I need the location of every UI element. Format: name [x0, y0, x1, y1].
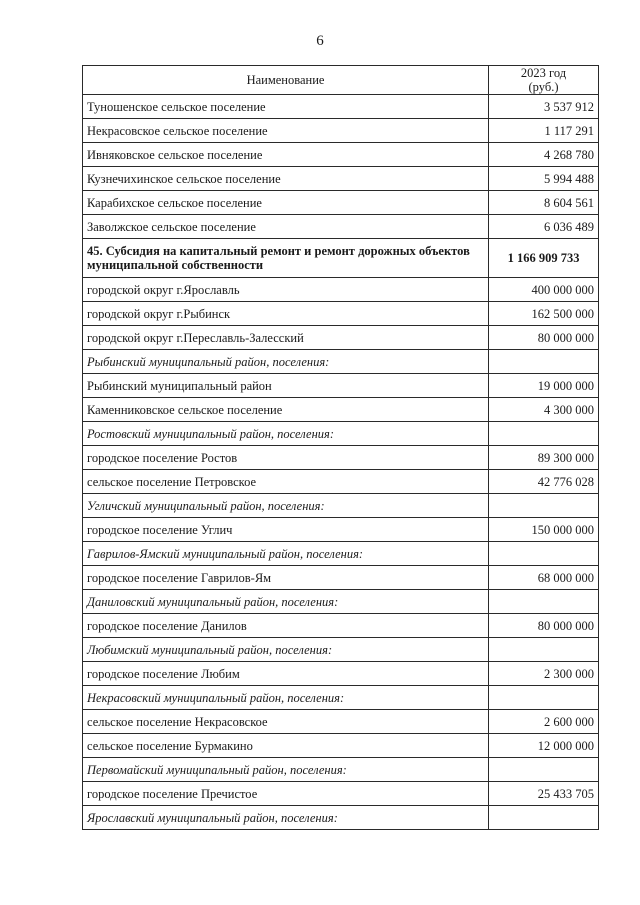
district-name: Гаврилов-Ямский муниципальный район, поселения:	[83, 542, 489, 566]
table-row	[83, 374, 599, 398]
amount-cell: 8 604 561	[489, 191, 599, 215]
amount-cell	[489, 758, 599, 782]
district-header-row	[83, 686, 599, 710]
district-header-row	[83, 590, 599, 614]
district-name: Даниловский муниципальный район, поселения:	[83, 590, 489, 614]
budget-table	[82, 65, 599, 830]
table-row	[83, 782, 599, 806]
recipient-name: Каменниковское сельское поселение	[83, 398, 489, 422]
district-name: Ярославский муниципальный район, поселения:	[83, 806, 489, 830]
amount-cell: 2 300 000	[489, 662, 599, 686]
amount-cell	[489, 806, 599, 830]
table-row	[83, 119, 599, 143]
recipient-name: городской округ г.Рыбинск	[83, 302, 489, 326]
amount-cell: 4 300 000	[489, 398, 599, 422]
amount-cell: 3 537 912	[489, 95, 599, 119]
district-header-row	[83, 542, 599, 566]
district-header-row	[83, 638, 599, 662]
district-name: Ростовский муниципальный район, поселения:	[83, 422, 489, 446]
amount-cell: 4 268 780	[489, 143, 599, 167]
amount-cell: 42 776 028	[489, 470, 599, 494]
amount-cell: 1 117 291	[489, 119, 599, 143]
column-header-unit: (руб.)	[528, 80, 559, 94]
district-header-row	[83, 422, 599, 446]
table-row	[83, 215, 599, 239]
column-header-name: Наименование	[83, 66, 489, 95]
table-row	[83, 278, 599, 302]
recipient-name: городское поселение Углич	[83, 518, 489, 542]
amount-cell: 400 000 000	[489, 278, 599, 302]
district-header-row	[83, 758, 599, 782]
district-name: Первомайский муниципальный район, поселения:	[83, 758, 489, 782]
amount-cell: 6 036 489	[489, 215, 599, 239]
table-body	[83, 95, 599, 830]
table-row	[83, 518, 599, 542]
recipient-name: Карабихское сельское поселение	[83, 191, 489, 215]
district-header-row	[83, 806, 599, 830]
amount-cell: 150 000 000	[489, 518, 599, 542]
section-title: 45. Субсидия на капитальный ремонт и ремонт дорожных объектов муниципальной собственности	[83, 239, 489, 278]
district-name: Рыбинский муниципальный район, поселения:	[83, 350, 489, 374]
recipient-name: сельское поселение Бурмакино	[83, 734, 489, 758]
amount-cell: 80 000 000	[489, 614, 599, 638]
recipient-name: сельское поселение Петровское	[83, 470, 489, 494]
district-name: Угличский муниципальный район, поселения:	[83, 494, 489, 518]
table-header-row	[83, 66, 599, 95]
table-row	[83, 470, 599, 494]
amount-cell	[489, 422, 599, 446]
amount-cell	[489, 686, 599, 710]
recipient-name: Туношенское сельское поселение	[83, 95, 489, 119]
recipient-name: Некрасовское сельское поселение	[83, 119, 489, 143]
table-row	[83, 734, 599, 758]
amount-cell	[489, 590, 599, 614]
section-row	[83, 239, 599, 278]
recipient-name: Заволжское сельское поселение	[83, 215, 489, 239]
amount-cell: 12 000 000	[489, 734, 599, 758]
section-total: 1 166 909 733	[489, 239, 599, 278]
amount-cell	[489, 542, 599, 566]
table-row	[83, 95, 599, 119]
table-row	[83, 191, 599, 215]
amount-cell	[489, 638, 599, 662]
amount-cell: 89 300 000	[489, 446, 599, 470]
table-row	[83, 710, 599, 734]
recipient-name: городское поселение Гаврилов-Ям	[83, 566, 489, 590]
amount-cell: 80 000 000	[489, 326, 599, 350]
amount-cell: 19 000 000	[489, 374, 599, 398]
recipient-name: городской округ г.Ярославль	[83, 278, 489, 302]
amount-cell: 25 433 705	[489, 782, 599, 806]
recipient-name: городское поселение Любим	[83, 662, 489, 686]
district-name: Некрасовский муниципальный район, поселения:	[83, 686, 489, 710]
amount-cell	[489, 494, 599, 518]
recipient-name: Кузнечихинское сельское поселение	[83, 167, 489, 191]
table-row	[83, 167, 599, 191]
recipient-name: сельское поселение Некрасовское	[83, 710, 489, 734]
amount-cell: 68 000 000	[489, 566, 599, 590]
recipient-name: городской округ г.Переславль-Залесский	[83, 326, 489, 350]
district-name: Любимский муниципальный район, поселения:	[83, 638, 489, 662]
table-row	[83, 662, 599, 686]
district-header-row	[83, 494, 599, 518]
table-row	[83, 302, 599, 326]
recipient-name: городское поселение Пречистое	[83, 782, 489, 806]
column-header-year	[489, 66, 599, 95]
amount-cell: 162 500 000	[489, 302, 599, 326]
amount-cell: 2 600 000	[489, 710, 599, 734]
table-row	[83, 326, 599, 350]
table-row	[83, 446, 599, 470]
page-number: 6	[316, 33, 324, 49]
table-row	[83, 143, 599, 167]
table-row	[83, 566, 599, 590]
column-header-year-label: 2023 год	[520, 66, 567, 80]
recipient-name: Ивняковское сельское поселение	[83, 143, 489, 167]
table-row	[83, 614, 599, 638]
recipient-name: городское поселение Ростов	[83, 446, 489, 470]
recipient-name: Рыбинский муниципальный район	[83, 374, 489, 398]
recipient-name: городское поселение Данилов	[83, 614, 489, 638]
amount-cell	[489, 350, 599, 374]
amount-cell: 5 994 488	[489, 167, 599, 191]
district-header-row	[83, 350, 599, 374]
table-row	[83, 398, 599, 422]
